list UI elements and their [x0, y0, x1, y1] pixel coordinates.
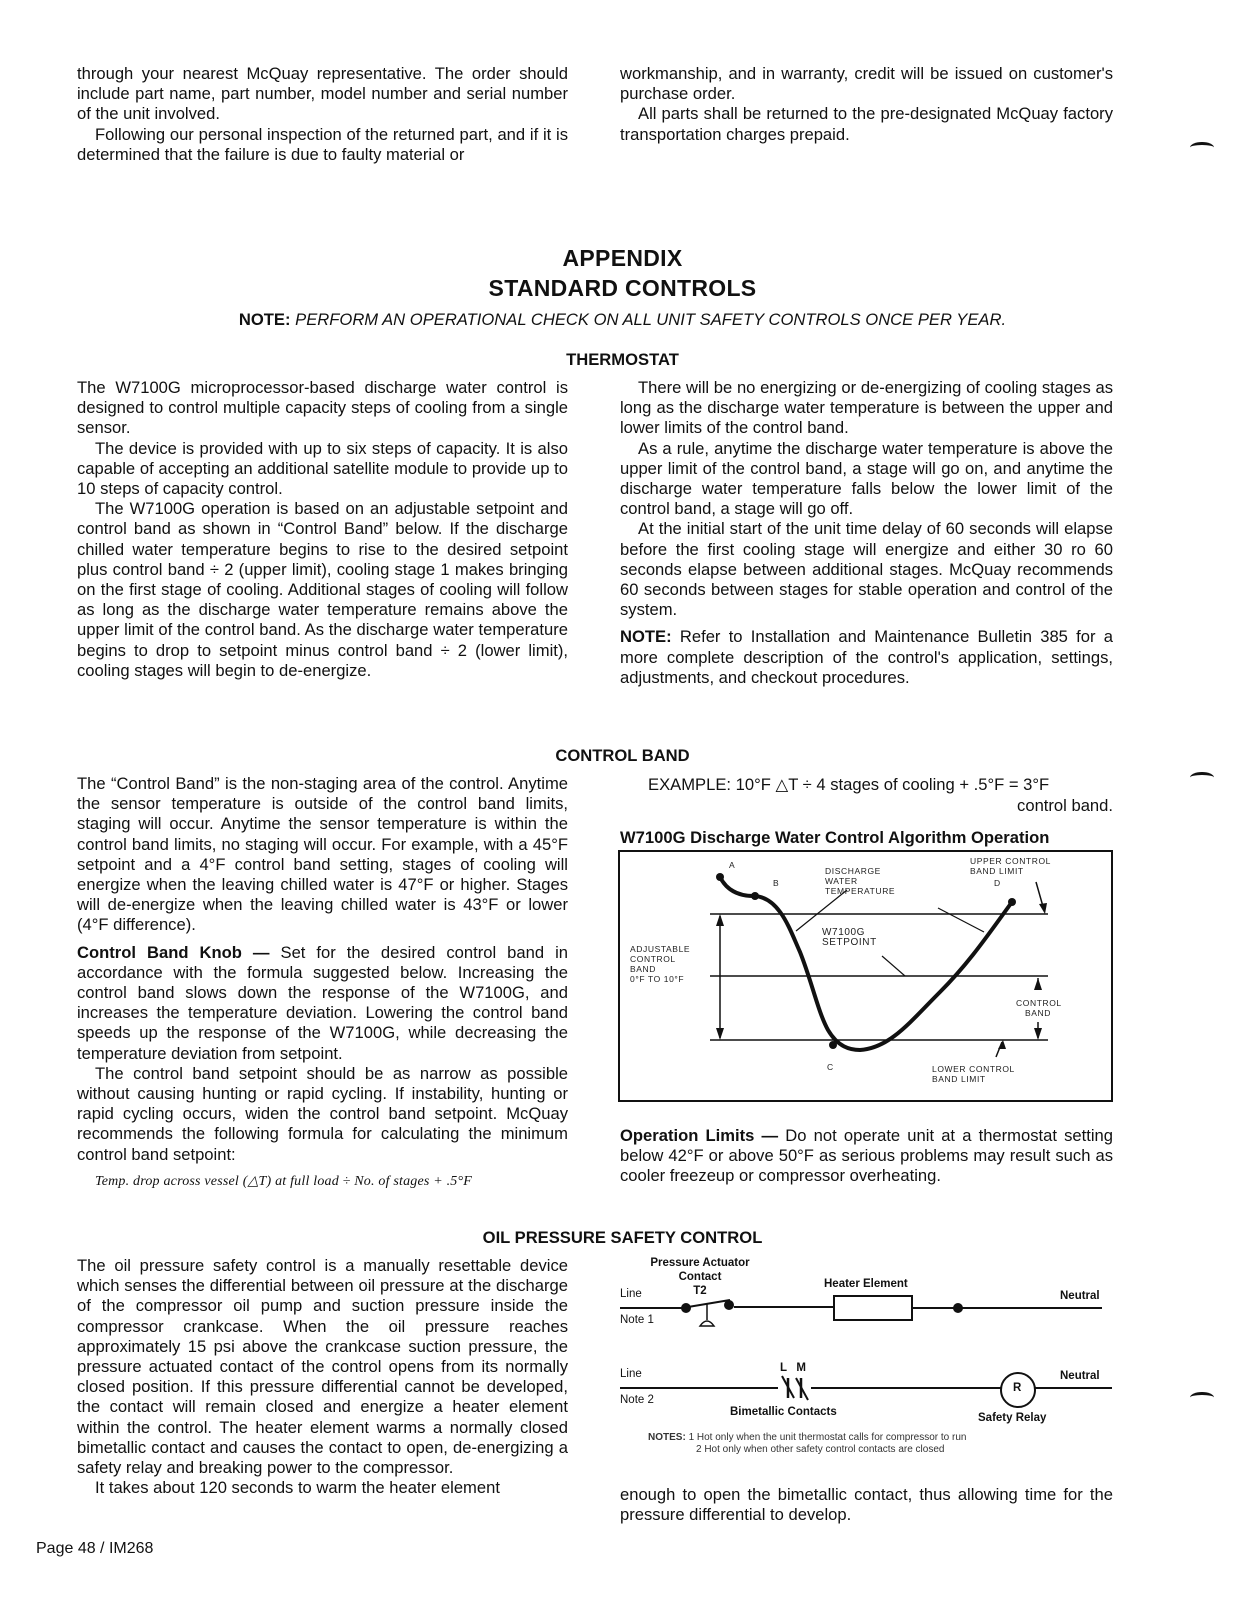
label-discharge-temp: DISCHARGE WATER TEMPERATURE: [825, 866, 896, 896]
bimetal-label: Bimetallic Contacts: [730, 1406, 837, 1418]
oil-pressure-heading: OIL PRESSURE SAFETY CONTROL: [482, 1228, 763, 1247]
margin-mark: [1190, 142, 1214, 153]
control-band-heading: CONTROL BAND: [555, 746, 690, 765]
label-d: D: [994, 878, 1001, 888]
label-upper-limit: UPPER CONTROL BAND LIMIT: [970, 856, 1052, 876]
paragraph: workmanship, and in warranty, credit will be issued on customer's purchase order.: [620, 64, 1113, 104]
example-line-1: EXAMPLE: 10°F △T ÷ 4 stages of cooling + .5°F = 3°F: [648, 775, 1050, 794]
example-formula: [648, 774, 1113, 816]
control-band-left-column: [77, 774, 568, 1192]
label-setpoint: W7100G SETPOINT: [822, 927, 877, 948]
line2-label: Line: [620, 1368, 642, 1380]
limits-text: Do not operate unit at a thermostat setting below 42°F or above 50°F as serious problems may result such as cooler freezeup or compressor overheating.: [620, 1126, 1114, 1186]
appendix-title: APPENDIX: [562, 245, 683, 271]
limits-label: Operation Limits —: [620, 1126, 779, 1145]
paragraph: enough to open the bimetallic contact, thus allowing time for the pressure differential to develop.: [620, 1485, 1113, 1525]
control-band-knob-paragraph: [77, 943, 568, 1064]
paragraph: Following our personal inspection of the returned part, and if it is determined that the failure is due to faulty material or: [77, 124, 568, 164]
oil-pressure-right-column: [620, 1485, 1113, 1525]
paragraph: It takes about 120 seconds to warm the heater element: [95, 1478, 500, 1498]
notes-label: NOTES:: [648, 1432, 686, 1443]
label-a: A: [729, 860, 736, 870]
paragraph: The control band setpoint should be as narrow as possible without causing hunting or rapid cycling. If instability, hunting or rapid cycling occurs, widen the control band setpoint. McQuay recommends the following formula for calculating the minimum control band setpoint:: [77, 1063, 568, 1164]
example-line-2: control band.: [1017, 796, 1113, 815]
label-adjustable-band: ADJUSTABLE CONTROL BAND 0°F TO 10°F: [630, 944, 691, 984]
knob-text: Set for the desired control band in accordance with the formula suggested below. Increasing the control band slows down the response of the W7100G, and increases the temperature deviation. Lowering the control band speeds up the response of the W7100G, while decreasing the temperature deviation from setpoint.: [77, 942, 568, 1063]
top-left-column: [77, 64, 568, 165]
paragraph: through your nearest McQuay representative. The order should include part name, part number, model number and serial number of the unit involved.: [77, 64, 568, 124]
relay-symbol: R: [1013, 1382, 1022, 1394]
thermostat-heading: THERMOSTAT: [566, 350, 679, 369]
paragraph: There will be no energizing or de-energizing of cooling stages as long as the discharge water temperature is between the upper and lower limits of the control band.: [620, 378, 1113, 438]
standard-controls-title: STANDARD CONTROLS: [488, 275, 757, 301]
neutral1-label: Neutral: [1060, 1290, 1100, 1302]
diagram-title: W7100G Discharge Water Control Algorithm Operation: [620, 828, 1050, 847]
knob-label: Control Band Knob —: [77, 942, 270, 962]
formula: Temp. drop across vessel (△T) at full load ÷ No. of stages + .5°F: [95, 1173, 473, 1189]
annual-check-note: [0, 310, 1245, 330]
note1-label: Note 1: [620, 1314, 654, 1326]
thermostat-right-column: [620, 378, 1113, 688]
paragraph: The oil pressure safety control is a manually resettable device which senses the differential between oil pressure at the discharge of the compressor oil pump and suction pressure inside the compressor crankcase. When the oil pressure reaches approximately 15 psi above the crankcase suction pressure, the pressure actuated contact of the control opens from its normally closed position. If this pressure differential cannot be developed, the contact will remain closed and energize a heater element within the control. The heater element warms a normally closed bimetallic contact and causes the contact to open, de-energizing a safety relay and breaking power to the compressor.: [77, 1256, 568, 1478]
label-c: C: [827, 1062, 834, 1072]
note2-label: Note 2: [620, 1394, 654, 1406]
top-right-column: [620, 64, 1113, 145]
note-label: NOTE:: [620, 627, 672, 647]
paragraph: At the initial start of the unit time delay of 60 seconds will elapse before the first cooling stage will energize and either 30 ro 60 seconds elapse between additional stages. McQuay recommends 60 seconds between stages for stable operation and control of the system.: [620, 519, 1113, 620]
paragraph: All parts shall be returned to the pre-designated McQuay factory transportation charges prepaid.: [620, 104, 1113, 144]
oil-pressure-circuit: [612, 1252, 1112, 1455]
paragraph: As a rule, anytime the discharge water temperature is above the upper limit of the control band, a stage will go on, and anytime the discharge water temperature falls below the lower limit of the control band, a stage will go off.: [620, 438, 1113, 519]
neutral2-label: Neutral: [1060, 1370, 1100, 1382]
note-text: PERFORM AN OPERATIONAL CHECK ON ALL UNIT SAFETY CONTROLS ONCE PER YEAR.: [295, 310, 1007, 329]
label-b: B: [773, 878, 780, 888]
label-control-band: CONTROL BAND: [1016, 998, 1062, 1018]
circuit-notes: NOTES: 1 Hot only when the unit thermostat calls for compressor to run 2 Hot only when other safety control contacts are closed: [648, 1432, 967, 1455]
control-band-diagram: [618, 850, 1113, 1102]
note-text: Refer to Installation and Maintenance Bulletin 385 for a more complete description of the control's application, settings, adjustments, and checkout procedures.: [620, 627, 1113, 687]
lm-label: L M: [780, 1362, 806, 1374]
line1-label: Line: [620, 1288, 642, 1300]
label-lower-limit: LOWER CONTROL BAND LIMIT: [932, 1064, 1015, 1084]
paragraph: The “Control Band” is the non-staging area of the control. Anytime the sensor temperature is outside of the control band limits, staging will occur. Anytime the sensor temperature is within the control band limits, no staging will occur. For example, with a 45°F setpoint and a 4°F control band setting, stages of cooling will energize when the leaving chilled water is 47°F or higher. Stages will de-energize when the leaving chilled water is 43°F or lower (4°F difference).: [77, 774, 568, 935]
bulletin-note: [620, 627, 1113, 688]
paragraph: The device is provided with up to six steps of capacity. It is also capable of accepting an additional satellite module to provide up to 10 steps of capacity control.: [77, 438, 568, 499]
thermostat-left-column: [77, 378, 568, 681]
margin-mark: [1190, 1392, 1214, 1403]
paragraph: The W7100G operation is based on an adjustable setpoint and control band as shown in “Control Band” below. If the discharge chilled water temperature begins to rise to the desired setpoint plus control band ÷ 2 (upper limit), cooling stage 1 makes bringing on the first stage of cooling. Additional stages of cooling will follow as long as the discharge water temperature remains above the upper limit of the control band. As the discharge water temperature begins to drop to setpoint minus control band ÷ 2 (lower limit), cooling stages will begin to de-energize.: [77, 499, 568, 680]
margin-mark: [1190, 772, 1214, 783]
page-footer: Page 48 / IM268: [36, 1540, 154, 1557]
actuator-label: Pressure Actuator Contact T2: [650, 1257, 750, 1297]
operation-limits: [620, 1126, 1113, 1187]
oil-pressure-left-column: [77, 1256, 568, 1498]
paragraph: The W7100G microprocessor-based discharge water control is designed to control multiple capacity steps of cooling from a single sensor.: [77, 378, 568, 438]
heater-label: Heater Element: [824, 1278, 908, 1290]
relay-label: Safety Relay: [978, 1412, 1047, 1424]
note-label: NOTE:: [238, 310, 291, 329]
